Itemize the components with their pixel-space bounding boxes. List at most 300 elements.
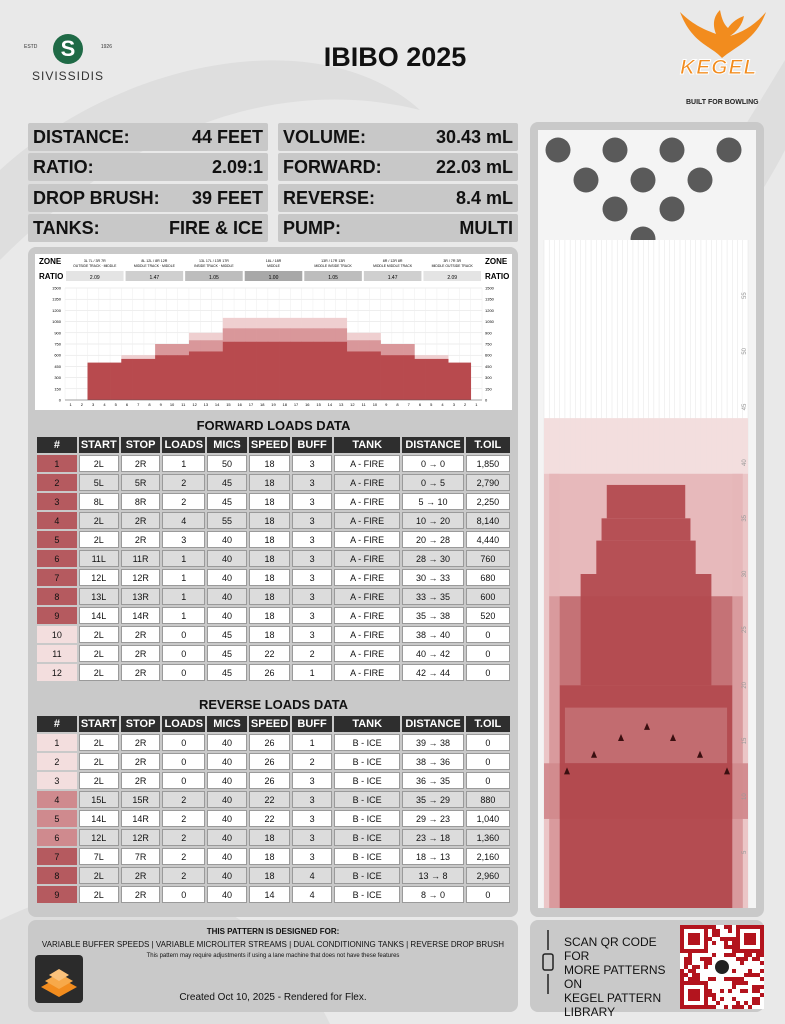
- row-number: 4: [37, 512, 77, 529]
- table-cell: A - FIRE: [334, 455, 400, 472]
- oil-bar: [426, 359, 438, 400]
- table-cell: 600: [466, 588, 510, 605]
- table-cell: 0: [162, 753, 205, 770]
- oil-bar: [437, 359, 449, 400]
- row-number: 11: [37, 645, 77, 662]
- qr-module: [736, 1005, 740, 1009]
- table-cell: 0 → 5: [402, 474, 463, 491]
- table-cell: 40: [207, 734, 247, 751]
- x-tick-label: 3: [92, 402, 95, 407]
- created-date: Created Oct 10, 2025 - Rendered for Flex.: [179, 992, 367, 1003]
- spec-value: MULTI: [459, 218, 513, 238]
- column-header: BUFF: [292, 437, 332, 453]
- forward-loads-title: FORWARD LOADS DATA: [196, 418, 351, 433]
- zone-label: ZONE: [485, 257, 508, 266]
- table-cell: 18: [249, 531, 290, 548]
- table-cell: 40: [207, 753, 247, 770]
- row-number: 3: [37, 772, 77, 789]
- x-tick-label: 9: [159, 402, 162, 407]
- phone-icon: [542, 930, 554, 994]
- spec-ratio: [28, 153, 268, 181]
- table-cell: 26: [249, 734, 290, 751]
- table-cell: 18: [249, 607, 290, 624]
- table-cell: 36 → 35: [402, 772, 463, 789]
- x-tick-label: 17: [293, 402, 299, 407]
- qr-module: [728, 925, 732, 929]
- table-cell: 40: [207, 531, 247, 548]
- table-cell: 2: [162, 493, 205, 510]
- qr-module: [740, 957, 744, 961]
- table-cell: B - ICE: [334, 829, 400, 846]
- table-cell: 2L: [79, 626, 119, 643]
- table-cell: A - FIRE: [334, 664, 400, 681]
- qr-module: [684, 961, 688, 965]
- column-header: SPEED: [250, 439, 289, 451]
- table-cell: 22: [249, 810, 290, 827]
- table-cell: 40: [207, 867, 247, 884]
- distance-scale-label: 25: [742, 626, 748, 634]
- lane-graph-svg: [538, 130, 756, 908]
- table-cell: 0: [162, 734, 205, 751]
- qr-module: [728, 953, 732, 957]
- oil-bar: [189, 351, 201, 400]
- table-row: [37, 867, 510, 884]
- spec-drop-brush: [28, 184, 268, 212]
- distance-scale-label: 55: [742, 292, 748, 300]
- table-cell: 22: [249, 645, 290, 662]
- lane-graph: [538, 130, 756, 908]
- oil-bar: [133, 359, 145, 400]
- table-cell: 18: [249, 588, 290, 605]
- qr-line: MORE PATTERNS ON: [564, 963, 666, 991]
- table-cell: 13R: [121, 588, 161, 605]
- oil-bar: [178, 355, 190, 400]
- table-cell: 1: [292, 734, 332, 751]
- table-cell: 23 → 18: [402, 829, 463, 846]
- oil-bar: [166, 355, 178, 400]
- spec-pump: [278, 214, 518, 242]
- qr-module: [744, 981, 748, 985]
- qr-module: [708, 961, 712, 965]
- column-header: SPEED: [250, 718, 289, 730]
- table-cell: 2L: [79, 772, 119, 789]
- pin-icon: [603, 197, 628, 222]
- qr-module: [708, 957, 712, 961]
- table-cell: 1: [162, 569, 205, 586]
- distance-scale-label: 10: [742, 793, 748, 801]
- oil-block: [565, 708, 727, 764]
- table-cell: 30 → 33: [402, 569, 463, 586]
- table-cell: 0: [162, 645, 205, 662]
- spec-label: REVERSE:: [283, 188, 376, 208]
- pin-icon: [660, 138, 685, 163]
- qr-module: [732, 997, 736, 1001]
- oil-bar: [358, 351, 370, 400]
- x-tick-label: 12: [192, 402, 197, 407]
- qr-module: [680, 977, 684, 981]
- spec-value: 30.43 mL: [435, 127, 513, 147]
- x-tick-label: 12: [350, 402, 355, 407]
- x-tick-label: 13: [203, 402, 209, 407]
- table-row: [37, 753, 510, 770]
- table-cell: B - ICE: [334, 734, 400, 751]
- table-cell: 42 → 44: [402, 664, 463, 681]
- y-tick-label: 900: [485, 330, 492, 336]
- qr-finder: [744, 933, 756, 945]
- qr-module: [720, 937, 724, 941]
- qr-module: [712, 953, 716, 957]
- qr-module: [756, 973, 760, 977]
- y-tick-label: 0: [485, 397, 488, 403]
- distance-scale-label: 40: [742, 459, 748, 467]
- y-tick-label: 750: [54, 341, 61, 347]
- zone-sub: MIDDLE MIDDLE TRACK: [373, 264, 413, 268]
- qr-module: [732, 969, 736, 973]
- table-cell: 1,040: [466, 810, 510, 827]
- table-cell: 0: [162, 772, 205, 789]
- qr-module: [744, 957, 748, 961]
- zone-ratio-value: 1.05: [209, 275, 219, 281]
- x-tick-label: 19: [271, 402, 276, 407]
- table-cell: 0: [162, 886, 205, 903]
- spec-label: TANKS:: [33, 218, 100, 238]
- oil-bar: [381, 355, 393, 400]
- qr-module: [756, 957, 760, 961]
- table-cell: 18: [249, 626, 290, 643]
- table-cell: 2: [162, 810, 205, 827]
- table-cell: 3: [292, 455, 332, 472]
- table-cell: 45: [207, 626, 247, 643]
- table-cell: 7R: [121, 848, 161, 865]
- y-tick-label: 1350: [52, 296, 61, 302]
- table-cell: 1,360: [466, 829, 510, 846]
- x-tick-label: 4: [441, 402, 444, 407]
- qr-module: [688, 961, 692, 965]
- column-header: LOADS: [162, 716, 205, 732]
- x-tick-label: 2: [463, 402, 467, 407]
- column-header: BUFF: [292, 716, 332, 732]
- table-cell: 1: [162, 455, 205, 472]
- qr-module: [732, 949, 736, 953]
- qr-module: [696, 965, 700, 969]
- zone-name: 3L 7L / 3R 7R: [83, 259, 106, 263]
- table-cell: 2,790: [466, 474, 510, 491]
- zone-ratio-value: 1.47: [149, 275, 160, 281]
- table-cell: 12R: [121, 569, 161, 586]
- table-cell: 0: [466, 626, 510, 643]
- zone-ratio-value: 2.09: [447, 275, 458, 281]
- qr-module: [736, 957, 740, 961]
- qr-module: [748, 973, 752, 977]
- x-tick-label: 15: [226, 402, 231, 407]
- row-number: 2: [37, 753, 77, 770]
- table-cell: 2: [162, 867, 205, 884]
- table-cell: 0: [466, 734, 510, 751]
- pin-icon: [660, 197, 685, 222]
- qr-module: [712, 977, 716, 981]
- column-header: START: [80, 439, 117, 451]
- table-cell: 2L: [79, 512, 119, 529]
- table-cell: 2: [292, 753, 332, 770]
- table-cell: 55: [207, 512, 247, 529]
- ratio-label: RATIO: [485, 272, 510, 281]
- oil-block: [602, 518, 691, 540]
- qr-module: [736, 977, 740, 981]
- table-cell: 0: [466, 886, 510, 903]
- qr-module: [708, 925, 712, 929]
- x-tick-label: 8: [396, 402, 399, 407]
- table-cell: A - FIRE: [334, 550, 400, 567]
- zone-name: 8L 12L / 8R 12R: [141, 259, 168, 263]
- table-cell: 18: [249, 512, 290, 529]
- table-cell: B - ICE: [334, 810, 400, 827]
- spec-tanks: [28, 214, 268, 242]
- table-cell: 45: [207, 493, 247, 510]
- oil-bar: [302, 342, 314, 400]
- y-tick-label: 750: [485, 341, 492, 347]
- table-row: [37, 455, 510, 472]
- qr-line: SCAN QR CODE FOR: [564, 935, 657, 963]
- table-cell: 18: [249, 829, 290, 846]
- zone-sub: MIDDLE INSIDE TRACK: [314, 264, 352, 268]
- x-tick-label: 7: [407, 402, 410, 407]
- qr-module: [712, 933, 716, 937]
- oil-bar: [414, 359, 426, 400]
- table-cell: 0 → 0: [402, 455, 463, 472]
- table-cell: 2L: [79, 867, 119, 884]
- oil-block: [544, 474, 560, 908]
- table-cell: 20 → 28: [402, 531, 463, 548]
- table-cell: 18: [249, 550, 290, 567]
- table-row: [37, 848, 510, 865]
- table-cell: 2R: [121, 664, 161, 681]
- table-row: [37, 829, 510, 846]
- y-tick-label: 450: [485, 363, 492, 369]
- zone-chart-svg: [35, 254, 512, 410]
- zone-ratio-value: 1.00: [268, 275, 279, 281]
- table-cell: 12R: [121, 829, 161, 846]
- kegel-logo: [672, 6, 772, 114]
- qr-module: [692, 973, 696, 977]
- table-cell: 2L: [79, 455, 119, 472]
- column-header: MICS: [207, 716, 247, 732]
- table-cell: 3: [292, 474, 332, 491]
- table-cell: 0: [162, 664, 205, 681]
- qr-module: [708, 989, 712, 993]
- qr-module: [704, 957, 708, 961]
- table-cell: 4: [292, 886, 332, 903]
- zone-sub: MIDDLE TRACK · MIDDLE: [133, 264, 175, 268]
- table-cell: 38 → 36: [402, 753, 463, 770]
- table-cell: 12L: [79, 569, 119, 586]
- qr-module: [716, 929, 720, 933]
- table-cell: 22: [249, 791, 290, 808]
- qr-module: [760, 961, 764, 965]
- table-cell: 2L: [79, 531, 119, 548]
- table-cell: 4,440: [466, 531, 510, 548]
- spec-value: FIRE & ICE: [168, 218, 263, 238]
- table-cell: 5R: [121, 474, 161, 491]
- x-tick-label: 11: [361, 402, 366, 407]
- table-cell: 18: [249, 867, 290, 884]
- qr-module: [732, 985, 736, 989]
- table-cell: 40: [207, 791, 247, 808]
- zone-sub: OUTSIDE TRACK · MIDDLE: [73, 264, 117, 268]
- oil-bar: [279, 342, 291, 400]
- qr-module: [716, 933, 720, 937]
- table-cell: 3: [292, 569, 332, 586]
- oil-block: [596, 541, 695, 574]
- table-cell: 1,850: [466, 455, 510, 472]
- table-cell: 2,250: [466, 493, 510, 510]
- table-cell: 11R: [121, 550, 161, 567]
- qr-module: [688, 957, 692, 961]
- row-number: 6: [37, 829, 77, 846]
- qr-module: [708, 1005, 712, 1009]
- oil-bar: [448, 363, 460, 400]
- table-cell: 40: [207, 569, 247, 586]
- reverse-loads-table: [35, 714, 512, 905]
- oil-bar: [313, 342, 325, 400]
- spec-label: VOLUME:: [283, 127, 366, 147]
- table-cell: 29 → 23: [402, 810, 463, 827]
- logo-estd: ESTD: [24, 44, 38, 50]
- table-cell: A - FIRE: [334, 607, 400, 624]
- table-cell: 2L: [79, 645, 119, 662]
- table-row: [37, 569, 510, 586]
- y-tick-label: 300: [485, 375, 492, 381]
- table-cell: 4: [162, 512, 205, 529]
- qr-module: [732, 941, 736, 945]
- table-cell: 10 → 20: [402, 512, 463, 529]
- x-tick-label: 11: [181, 402, 186, 407]
- table-cell: 2R: [121, 772, 161, 789]
- zone-ratio-value: 2.09: [89, 275, 100, 281]
- spec-value: 2.09:1: [211, 157, 263, 177]
- qr-finder: [688, 989, 700, 1001]
- table-cell: 8,140: [466, 512, 510, 529]
- qr-code-image: [680, 925, 764, 1009]
- qr-line: KEGEL PATTERN: [564, 991, 662, 1005]
- column-header: #: [37, 716, 77, 732]
- spec-value: 39 FEET: [191, 188, 263, 208]
- table-cell: 3: [292, 829, 332, 846]
- table-cell: 2,160: [466, 848, 510, 865]
- table-cell: 2L: [79, 664, 119, 681]
- x-tick-label: 7: [137, 402, 140, 407]
- table-row: [37, 772, 510, 789]
- x-tick-label: 2: [80, 402, 84, 407]
- qr-module: [740, 961, 744, 965]
- table-cell: 680: [466, 569, 510, 586]
- table-cell: B - ICE: [334, 848, 400, 865]
- zone-sub: MIDDLE: [267, 264, 280, 268]
- y-tick-label: 600: [54, 352, 61, 358]
- column-header: TANK: [334, 716, 400, 732]
- zone-chart: [35, 254, 512, 410]
- table-cell: 14L: [79, 810, 119, 827]
- ratio-label: RATIO: [39, 272, 64, 281]
- table-cell: 3: [292, 512, 332, 529]
- spec-label: FORWARD:: [283, 157, 382, 177]
- table-cell: 1: [162, 588, 205, 605]
- table-row: [37, 588, 510, 605]
- x-tick-label: 6: [418, 402, 422, 407]
- table-cell: 3: [292, 550, 332, 567]
- qr-code[interactable]: [680, 925, 764, 1009]
- spec-label: RATIO:: [33, 157, 94, 177]
- qr-module: [700, 957, 704, 961]
- qr-line: LIBRARY: [564, 1005, 616, 1019]
- zone-sub: MIDDLE OUTSIDE TRACK: [431, 264, 473, 268]
- oil-bar: [223, 342, 235, 400]
- table-cell: 26: [249, 664, 290, 681]
- table-cell: 4: [292, 867, 332, 884]
- y-tick-label: 1050: [52, 319, 61, 325]
- oil-bar: [110, 363, 122, 400]
- table-cell: B - ICE: [334, 753, 400, 770]
- x-tick-label: 9: [385, 402, 388, 407]
- qr-logo: [715, 960, 729, 974]
- qr-module: [736, 981, 740, 985]
- oil-bar: [268, 342, 280, 400]
- table-cell: 3: [292, 588, 332, 605]
- table-cell: A - FIRE: [334, 588, 400, 605]
- qr-module: [680, 969, 684, 973]
- table-cell: 2: [162, 829, 205, 846]
- qr-module: [720, 989, 724, 993]
- page-title: IBIBO 2025: [323, 42, 467, 72]
- pin-icon: [717, 138, 742, 163]
- column-header: START: [80, 718, 117, 730]
- table-cell: 2L: [79, 734, 119, 751]
- table-cell: 2R: [121, 886, 161, 903]
- qr-module: [756, 989, 760, 993]
- y-tick-label: 450: [54, 363, 61, 369]
- table-cell: B - ICE: [334, 886, 400, 903]
- column-header: TANK: [334, 437, 400, 453]
- table-row: [37, 550, 510, 567]
- row-number: 3: [37, 493, 77, 510]
- table-row: [37, 512, 510, 529]
- qr-module: [744, 1001, 748, 1005]
- pin-icon: [546, 138, 571, 163]
- table-row: [37, 626, 510, 643]
- x-tick-label: 18: [260, 402, 265, 407]
- qr-module: [752, 985, 756, 989]
- qr-module: [680, 973, 684, 977]
- table-cell: A - FIRE: [334, 512, 400, 529]
- qr-module: [760, 993, 764, 997]
- spec-label: DROP BRUSH:: [33, 188, 160, 208]
- table-cell: B - ICE: [334, 772, 400, 789]
- oil-block: [607, 485, 685, 518]
- distance-scale-label: 50: [742, 347, 748, 355]
- row-number: 6: [37, 550, 77, 567]
- y-tick-label: 150: [54, 386, 61, 392]
- column-header: STOP: [121, 716, 161, 732]
- table-cell: 11L: [79, 550, 119, 567]
- table-cell: 2R: [121, 645, 161, 662]
- oil-bar: [234, 342, 246, 400]
- table-cell: 2: [162, 791, 205, 808]
- qr-module: [756, 985, 760, 989]
- oil-bar: [347, 351, 359, 400]
- qr-module: [728, 989, 732, 993]
- table-cell: 2R: [121, 626, 161, 643]
- qr-module: [732, 1005, 736, 1009]
- qr-module: [748, 953, 752, 957]
